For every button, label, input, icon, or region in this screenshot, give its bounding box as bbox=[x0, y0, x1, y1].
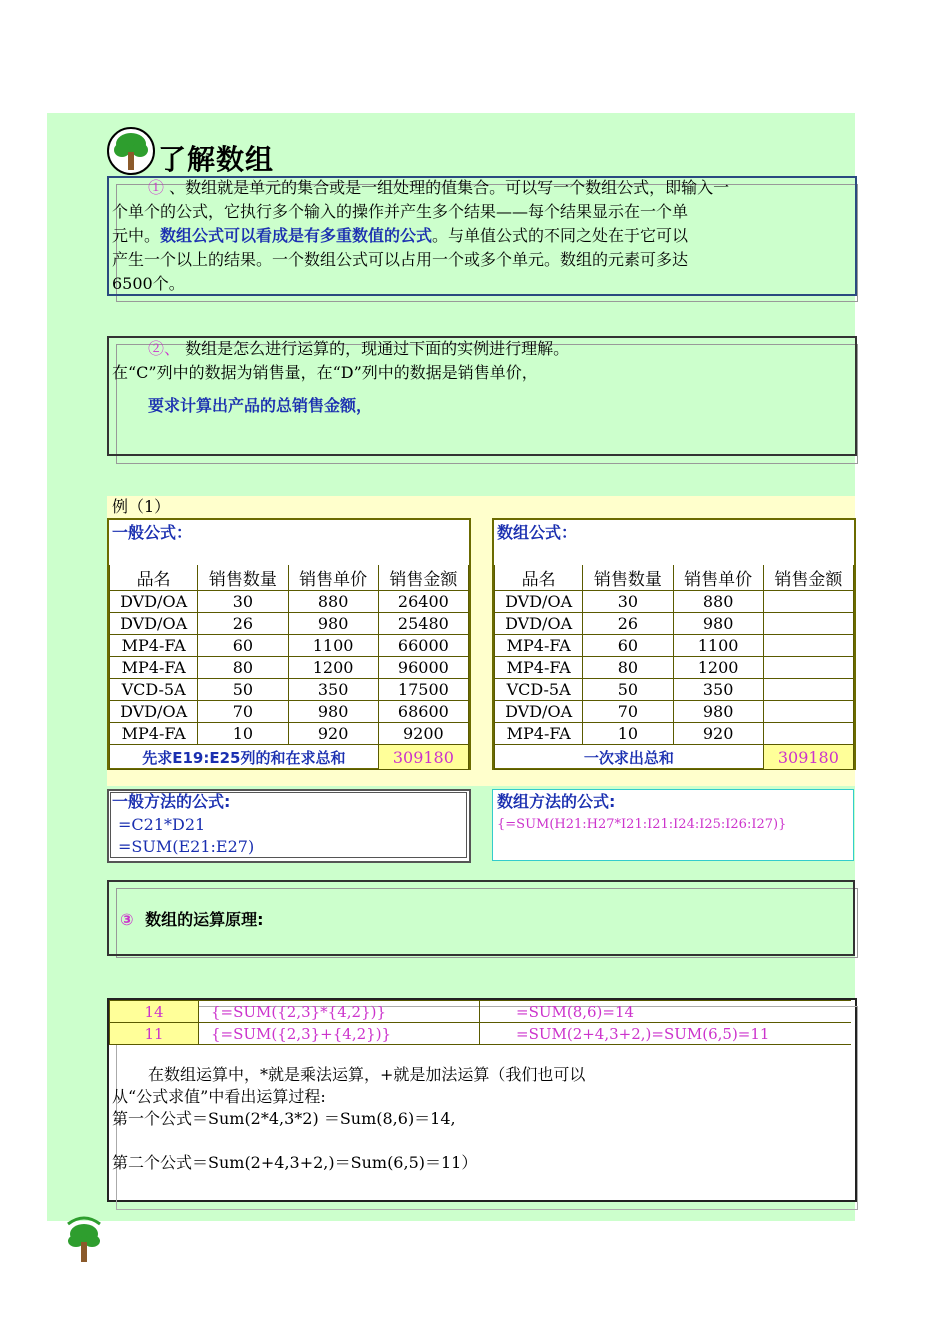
principle-table bbox=[109, 1000, 851, 1045]
column-header: 销售单价 bbox=[673, 565, 763, 591]
table-row: DVD/OA 30 880 bbox=[495, 591, 854, 613]
page-title: 了解数组 bbox=[158, 143, 275, 176]
principle-text: 在数组运算中，*就是乘法运算，+就是加法运算（我们也可以 从“公式求值”中看出运算过程: 第一个公式＝Sum(2*4,3*2) ＝Sum(8,6)＝14, 第二个公式＝Sum(2+4,3+2,)＝Sum(6,5)＝11） bbox=[112, 1065, 586, 1172]
table-row: VCD-5A 50 350 bbox=[495, 679, 854, 701]
table-row: MP4-FA 10 920 bbox=[495, 723, 854, 745]
table-row: VCD-5A 50 350 17500 bbox=[110, 679, 469, 701]
intro-text: ① 、数组就是单元的集合或是一组处理的值集合。可以写一个数组公式，即输入一 个单个的公式，它执行多个输入的操作并产生多个结果——每个结果显示在一个单 元中。数组公式可以看成是有多重数值的公式。与单值公式的不同之处在于它可以 产生一个以上的结果。一个数组公式可以占用一个或多个单元。数组的元素可多达 6500个。 bbox=[112, 178, 730, 293]
circle-number-3: ③ bbox=[120, 910, 134, 929]
column-header: 销售金额 bbox=[378, 565, 468, 591]
question-text: ②、 数组是怎么进行运算的，现通过下面的实例进行理解。 在“C”列中的数据为销售量，在“D”列中的数据是销售单价， 要求计算出产品的总销售金额， bbox=[112, 339, 570, 415]
table-row: MP4-FA 60 1100 bbox=[495, 635, 854, 657]
column-header: 品名 bbox=[110, 565, 198, 591]
column-header: 销售数量 bbox=[583, 565, 673, 591]
tree-icon bbox=[106, 126, 156, 176]
total-row bbox=[110, 745, 469, 770]
total-row bbox=[495, 745, 854, 770]
table-row: DVD/OA 70 980 bbox=[495, 701, 854, 723]
table-row: 14 {=SUM({2,3}*{4,2})} =SUM(8,6)=14 bbox=[110, 1001, 852, 1023]
total-value: 309180 bbox=[378, 745, 468, 770]
total-label: 先求E19:E25列的和在求总和 bbox=[110, 745, 379, 770]
column-header: 销售数量 bbox=[198, 565, 288, 591]
table-row: MP4-FA 60 1100 66000 bbox=[110, 635, 469, 657]
right-data-table bbox=[494, 565, 854, 770]
table-row: MP4-FA 80 1200 96000 bbox=[110, 657, 469, 679]
circle-number-1: ① bbox=[148, 178, 165, 197]
table-row: DVD/OA 26 980 25480 bbox=[110, 613, 469, 635]
total-value: 309180 bbox=[763, 745, 853, 770]
total-label: 一次求出总和 bbox=[495, 745, 764, 770]
table-row: DVD/OA 26 980 bbox=[495, 613, 854, 635]
principle-title-wrap: ③ 数组的运算原理: bbox=[120, 910, 264, 929]
column-header: 品名 bbox=[495, 565, 583, 591]
table-row: MP4-FA 80 1200 bbox=[495, 657, 854, 679]
column-header: 销售单价 bbox=[288, 565, 378, 591]
array-formula-text: 数组方法的公式: {=SUM(H21:H27*I21:I21:I24:I25:I26:I27)} bbox=[497, 792, 787, 832]
table-row: DVD/OA 30 880 26400 bbox=[110, 591, 469, 613]
column-header: 销售金额 bbox=[763, 565, 853, 591]
left-data-table bbox=[109, 565, 469, 770]
right-table-title: 数组公式： bbox=[497, 523, 578, 542]
table-row: 11 {=SUM({2,3}+{4,2})} =SUM(2+4,3+2,)=SUM(6,5)=11 bbox=[110, 1023, 852, 1045]
table-row: MP4-FA 10 920 9200 bbox=[110, 723, 469, 745]
left-table-title: 一般公式： bbox=[112, 523, 193, 542]
example-label: 例（1） bbox=[112, 497, 171, 516]
normal-formula-text: 一般方法的公式: =C21*D21 =SUM(E21:E27) bbox=[112, 792, 255, 856]
table-row: DVD/OA 70 980 68600 bbox=[110, 701, 469, 723]
tree-icon bbox=[64, 1214, 104, 1264]
